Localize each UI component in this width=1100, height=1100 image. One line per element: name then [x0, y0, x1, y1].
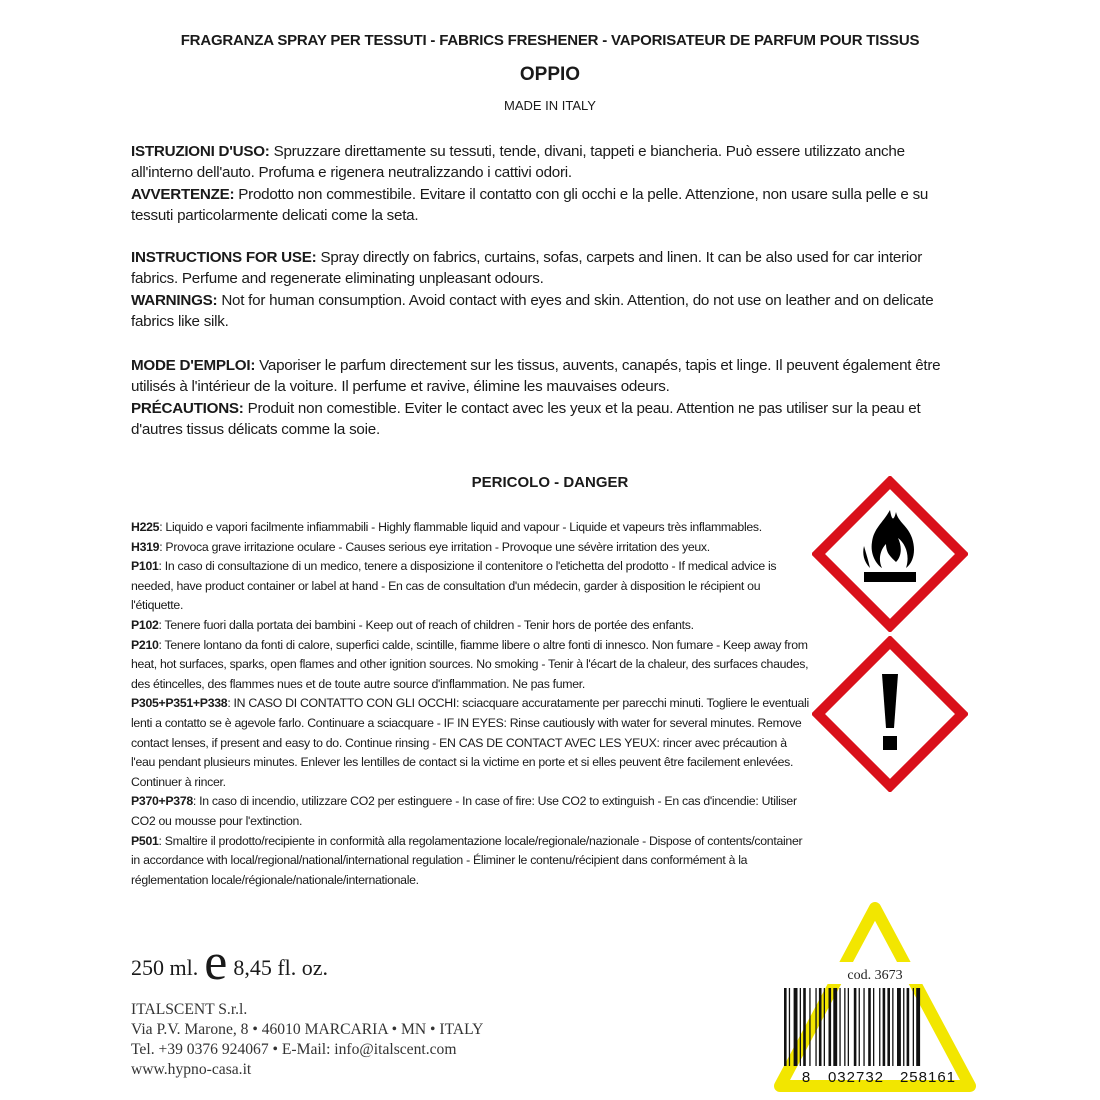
hazard-code: P501: [131, 833, 159, 848]
instructions-english: [131, 247, 966, 332]
hazard-statement: [131, 832, 811, 891]
barcode-digit-first: 8: [801, 1069, 811, 1086]
warn-text-fr: Produit non comestible. Eviter le contact avec les yeux et la peau. Attention ne pas utiliser sur la peau et d'autres tissus délicats comme la soie.: [131, 399, 921, 438]
use-label-en: INSTRUCTIONS FOR USE:: [131, 249, 317, 266]
hazard-text: : In caso di consultazione di un medico, tenere a disposizione il contenitore o l'etichetta del prodotto - If medical advice is needed, have product container or label at hand - En cas de consultation d'un médecin, garder à disposition le récipient ou l'étiquette.: [131, 559, 777, 613]
hazard-text: : Provoca grave irritazione oculare - Causes serious eye irritation - Provoque une sévère irritation des yeux.: [159, 539, 710, 554]
hazard-statement: [131, 636, 811, 695]
company-website: www.hypno-casa.it: [131, 1061, 252, 1078]
hazard-statement: [131, 538, 811, 558]
use-label-it: ISTRUZIONI D'USO:: [131, 143, 270, 160]
use-text-it: Spruzzare direttamente su tessuti, tende, divani, tappeti e biancheria. Può essere utilizzato anche all'interno dell'auto. Profuma e rigenera neutralizzando i cattivi odori.: [131, 143, 905, 182]
hazard-statements: [131, 518, 811, 890]
hazard-code: P101: [131, 559, 159, 574]
hazard-statement: [131, 616, 811, 636]
hazard-statement: [131, 557, 811, 616]
company-info: [131, 1000, 483, 1080]
instructions-french: [131, 355, 966, 440]
hazard-code: H319: [131, 539, 160, 554]
hazard-statement: [131, 518, 811, 538]
hazard-text: : Tenere fuori dalla portata dei bambini - Keep out of reach of children - Tenir hors de portée des enfants.: [158, 617, 694, 632]
warn-label-it: AVVERTENZE:: [131, 185, 235, 203]
hazard-statement: [131, 792, 811, 831]
volume-statement: [131, 934, 329, 991]
danger-title: PERICOLO - DANGER: [471, 474, 629, 491]
estimate-e-mark: e: [204, 934, 228, 991]
hazard-text: : Liquido e vapori facilmente infiammabili - Highly flammable liquid and vapour - Liquide et vapeurs très inflammables.: [159, 520, 762, 534]
company-address: Via P.V. Marone, 8 • 46010 MARCARIA • MN • ITALY: [131, 1021, 484, 1038]
hazard-code: P102: [131, 617, 159, 632]
hazard-text: : In caso di incendio, utilizzare CO2 per estinguere - In case of fire: Use CO2 to extinguish - En cas d'incendie: Utiliser CO2 ou mousse pour l'extinction.: [131, 794, 797, 828]
hazard-statement: [131, 694, 811, 792]
product-type-heading: FRAGRANZA SPRAY PER TESSUTI - FABRICS FRESHENER - VAPORISATEUR DE PARFUM POUR TISSUS: [180, 32, 920, 49]
warn-label-fr: PRÉCAUTIONS:: [131, 399, 244, 417]
hazard-code: P370+P378: [131, 794, 193, 809]
warn-text-it: Prodotto non commestibile. Evitare il contatto con gli occhi e la pelle. Attenzione, non usare sulla pelle e su tessuti particolarmente delicati come la seta.: [131, 185, 929, 224]
company-contact: Tel. +39 0376 924067 • E-Mail: info@italscent.com: [131, 1041, 457, 1058]
volume-metric: 250 ml.: [131, 955, 199, 980]
barcode-digits-right: 258161: [899, 1069, 957, 1086]
barcode-bars: [784, 988, 920, 1066]
instructions-italian: [131, 141, 966, 226]
use-text-fr: Vaporiser le parfum directement sur les tissus, auvents, canapés, tapis et linge. Il peuvent également être utilisés à l'intérieur de la voiture. Il perfume et ravive, élimine les mauvaises odeurs.: [131, 357, 941, 396]
yellow-triangle-icon: [780, 908, 970, 1086]
hazard-code: P305+P351+P338: [131, 696, 228, 711]
hazard-text: : IN CASO DI CONTATTO CON GLI OCCHI: sciacquare accuratamente per parecchi minuti. Togliere le eventuali lenti a contatto se è agevole farlo. Continuare a sciacquare - IF IN EYES: Rinse cautiously with water for several minutes. Remove contact lenses, if present and easy to do. Continue rinsing - EN CAS DE CONTACT AVEC LES YEUX: rincer avec précaution à l'eau pendant plusieurs minutes. Enlever les lentilles de contact si la victime en porte et si elles peuvent être facilement enlevées. Continuer à rincer.: [131, 696, 809, 789]
barcode-digits-left: 032732: [827, 1069, 885, 1086]
volume-imperial: 8,45 fl. oz.: [233, 955, 329, 980]
flame-icon: [812, 476, 968, 632]
use-text-en: Spray directly on fabrics, curtains, sofas, carpets and linen. It can be also used for car interior fabrics. Perfume and regenerate eliminating unpleasant odours.: [131, 249, 923, 288]
hazard-text: : Tenere lontano da fonti di calore, superfici calde, scintille, fiamme libere o altre fonti di innesco. Non fumare - Keep away from heat, hot surfaces, sparks, open flames and other ignition sources. No smoking - Tenir à l'écart de la chaleur, des surfaces chaudes, des étincelles, des flammes nues et de toute autre source d'inflammation. Ne pas fumer.: [131, 637, 809, 691]
hazard-code: P210: [131, 637, 159, 652]
use-label-fr: MODE D'EMPLOI:: [131, 357, 256, 374]
origin-label: MADE IN ITALY: [504, 98, 596, 113]
exclamation-icon: [812, 636, 968, 792]
company-name: ITALSCENT S.r.l.: [131, 1001, 248, 1018]
barcode-code-label: cod. 3673: [847, 968, 903, 983]
warn-text-en: Not for human consumption. Avoid contact with eyes and skin. Attention, do not use on leather and on delicate fabrics like silk.: [131, 291, 934, 330]
product-name: OPPIO: [519, 64, 581, 85]
hazard-text: : Smaltire il prodotto/recipiente in conformità alla regolamentazione locale/regionale/nazionale - Dispose of contents/container in accordance with local/regional/national/international regulation - Éliminer le contenu/récipient dans conformément à la réglementation locale/régionale/nationale/internationale.: [131, 833, 803, 887]
warn-label-en: WARNINGS:: [131, 291, 218, 309]
hazard-code: H225: [131, 520, 160, 534]
barcode-block: [770, 902, 980, 1092]
